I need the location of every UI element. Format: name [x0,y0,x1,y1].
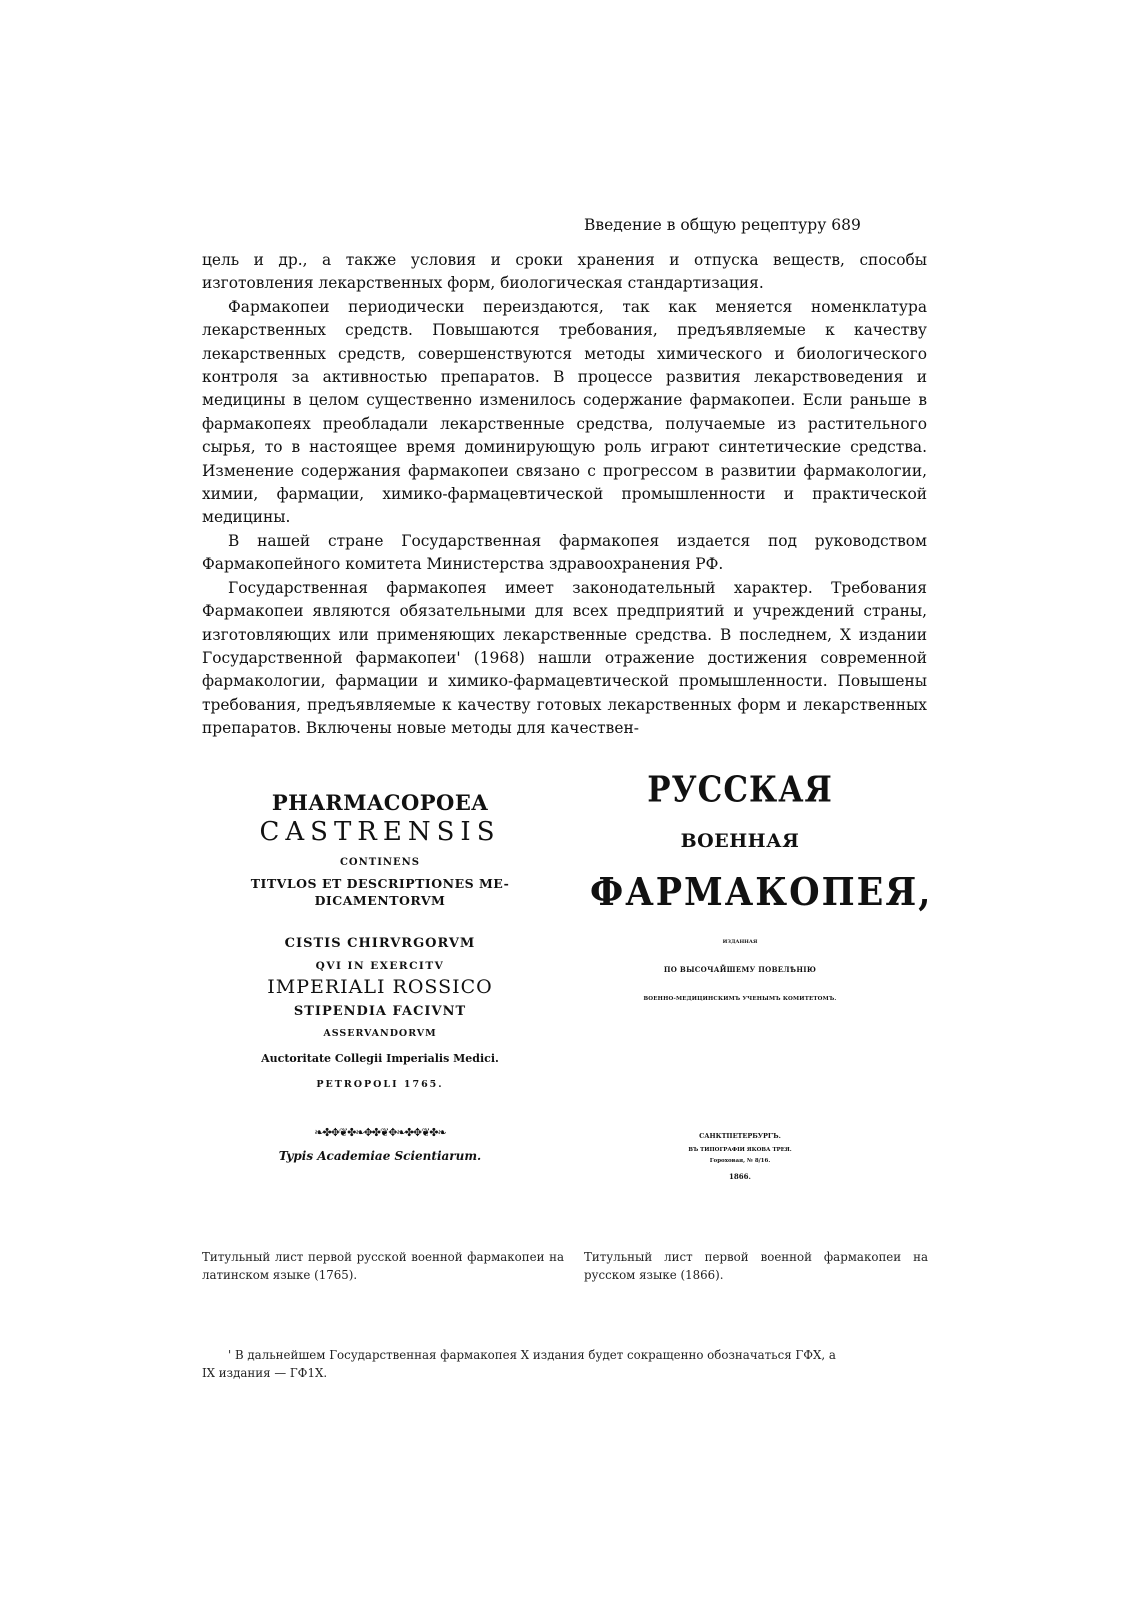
latin-title-line: TITVLOS ET DESCRIPTIONES ME- [250,876,510,891]
running-head: Введение в общую рецептуру 689 [584,216,861,234]
russian-title-line: ФАРМАКОПЕЯ, [590,869,933,916]
russian-title-line: ВОЕННАЯ [680,830,800,852]
figure-caption-latin: Титульный лист первой русской военной фармакопеи на латинском языке (1765). [202,1250,564,1282]
latin-title-line: STIPENDIA FACIVNT [293,1004,467,1019]
ornament-divider: ❧✤✥❦✤❧✥✤❦✥❧✤✥❦✤❧ [314,1126,446,1139]
latin-title-line: CONTINENS [339,857,421,868]
latin-title-line: PHARMACOPOEA [271,790,489,815]
latin-title-line: ASSERVANDORVM [323,1028,437,1039]
latin-title-line: IMPERIALI ROSSICO [267,976,493,998]
russian-title-line: Гороховая, № 8/16. [709,1158,771,1164]
latin-title-line: CASTRENSIS [259,817,501,847]
footnote [202,1346,902,1382]
russian-title-line: 1866. [729,1172,751,1181]
footnote-line: IX издания — ГФ1Х. [202,1366,328,1380]
russian-title-line: ПО ВЫСОЧАЙШЕМУ ПОВЕЛѢНІЮ [663,965,817,974]
paragraph-4: Государственная фармакопея имеет законодательный характер. Требования Фармакопеи являются обязательными для всех предприятий и учреждений страны, изготовляющих или применяющих лекарственные средства. В последнем, X издании Государственной фармакопеи' (1968) нашли отражение достижения современной фармакологии, фармации и химико-фармацевтической промышленности. Повышены требования, предъявляемые к качеству готовых лекарственных форм и лекарственных препаратов. Включены новые методы для качествен- [202,578,927,738]
russian-title-line: САНКТПЕТЕРБУРГЪ. [699,1132,781,1140]
paragraph-2: Фармакопеи периодически переиздаются, так как меняется номенклатура лекарственных средств. Повышаются требования, предъявляемые к качеству лекарственных средств, совершенствуются методы химического и биологического контроля за активностью препаратов. В процессе развития лекарствоведения и медицины в целом существенно изменилось содержание фармакопеи. Если раньше в фармакопеях преобладали лекарственные средства, получаемые из растительного сырья, то в настоящее время доминирующую роль играют синтетические средства. Изменение содержания фармакопеи связано с прогрессом в развитии фармакологии, химии, фармации, химико-фармацевтической промышленности и практической медицины. [202,297,927,527]
paragraph-1: цель и др., а также условия и сроки хранения и отпуска веществ, способы изготовления лекарственных форм, биологическая стандартизация. [202,251,927,293]
body-text [202,249,927,741]
latin-title-line: PETROPOLI 1765. [316,1079,444,1090]
russian-title-line: ВОЕННО-МЕДИЦИНСКИМЪ УЧЕНЫМЪ КОМИТЕТОМЪ. [643,996,837,1002]
figure-caption-russian: Титульный лист первой военной фармакопеи на русском языке (1866). [584,1250,928,1282]
latin-title-line: Typis Academiae Scientiarum. [278,1149,482,1163]
russian-title-page-image [590,769,933,1181]
russian-title-line: ИЗДАННАЯ [722,939,758,945]
latin-title-line: DICAMENTORVM [314,893,446,908]
latin-title-line: QVI IN EXERCITV [315,960,445,972]
latin-title-line: CISTIS CHIRVRGORVM [284,936,476,951]
latin-title-page-image [230,790,530,1163]
russian-title-line: ВЪ ТИПОГРАФІИ ЯКОВА ТРЕЯ. [688,1147,792,1153]
footnote-line: ' В дальнейшем Государственная фармакопея X издания будет сокращенно обозначаться ГФХ, а [228,1348,836,1362]
russian-title-line: РУССКАЯ [647,769,833,811]
latin-title-line: Auctoritate Collegii Imperialis Medici. [261,1052,499,1065]
paragraph-3: В нашей стране Государственная фармакопея издается под руководством Фармакопейного комитета Министерства здравоохранения РФ. [202,531,927,574]
